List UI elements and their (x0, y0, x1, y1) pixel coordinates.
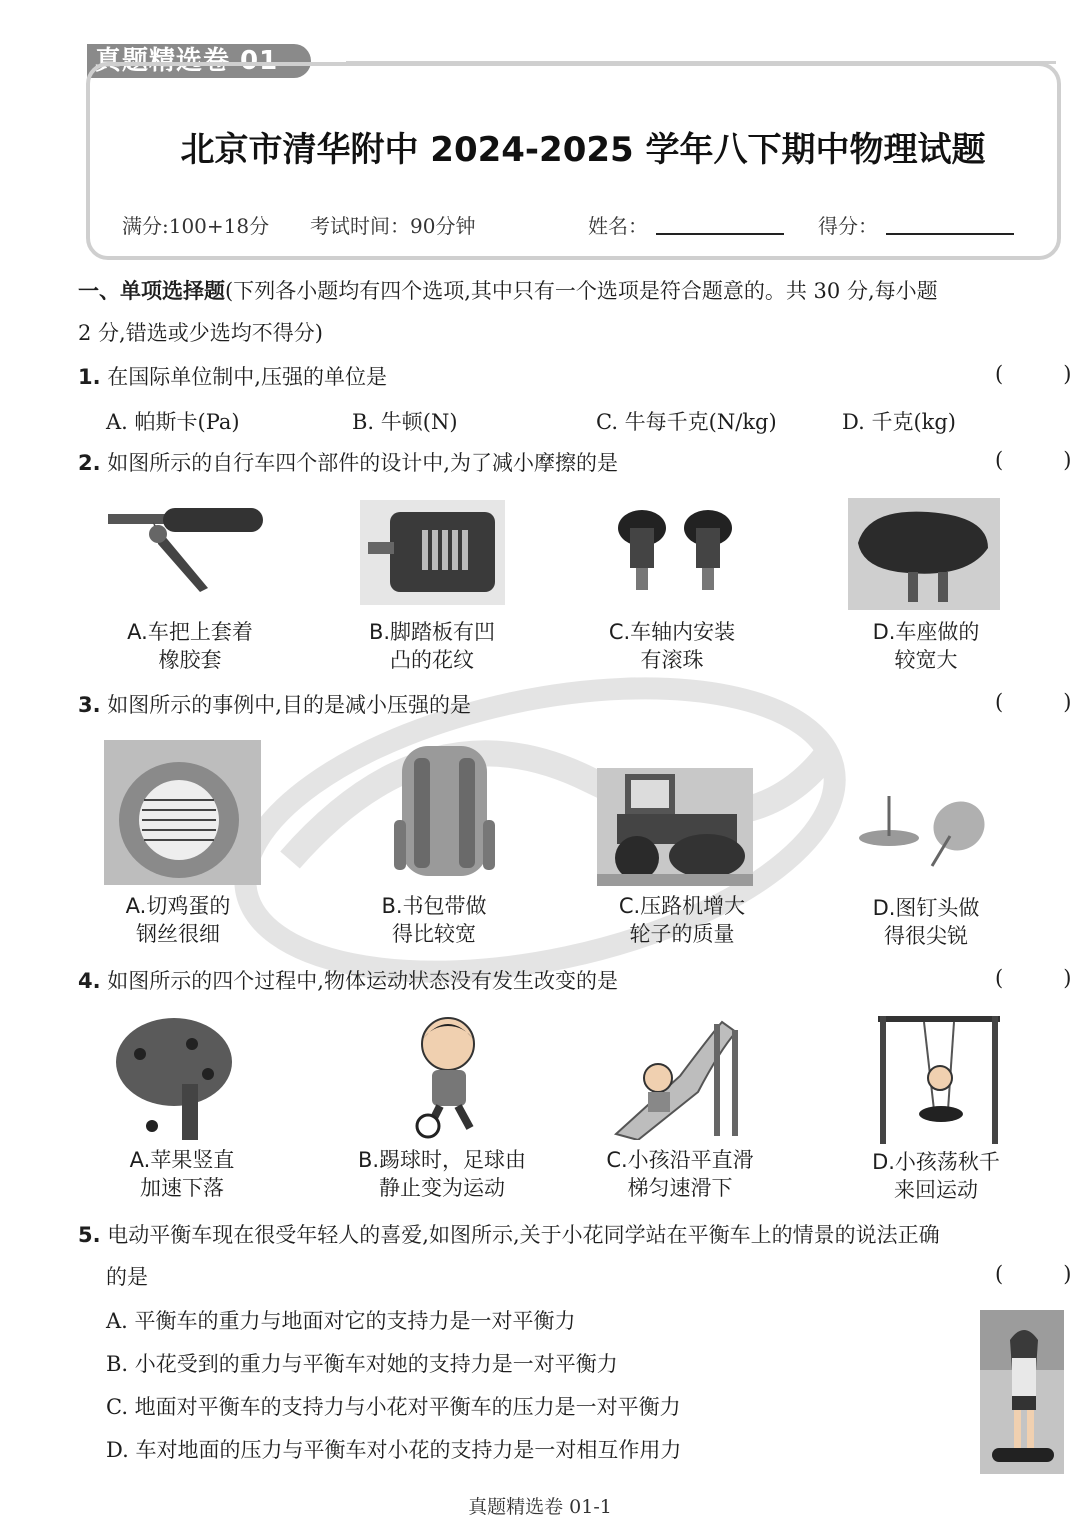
q1-option-b[interactable]: B. 牛顿(N) (352, 410, 458, 434)
pedal-image (360, 500, 505, 605)
q4-caption-b (342, 1146, 542, 1202)
q2-number: 2. (78, 451, 101, 475)
apple-tree-image (112, 1014, 234, 1142)
question-4 (78, 966, 618, 996)
q2-caption-d-2: 较宽大 (894, 648, 958, 672)
q3-caption-a-1: A.切鸡蛋的 (125, 894, 231, 918)
section-desc-2: 2 分,错选或少选均不得分) (78, 321, 323, 345)
q3-caption-c-1: C.压路机增大 (618, 894, 746, 918)
page-title: 北京市清华附中 2024-2025 学年八下期中物理试题 (180, 130, 986, 170)
name-field[interactable] (656, 233, 784, 235)
full-score: 满分:100+18分 (122, 214, 270, 238)
section-title: 一、单项选择题 (78, 279, 225, 303)
q2-caption-c (572, 618, 772, 674)
score-label: 得分： (818, 214, 878, 238)
q2-caption-b-1: B.脚踏板有凹 (368, 620, 496, 644)
egg-slicer-image (104, 740, 261, 885)
thumbtack-image (854, 786, 994, 876)
q4-caption-a-2: 加速下落 (140, 1176, 224, 1200)
question-1 (78, 362, 387, 392)
q4-caption-c-1: C.小孩沿平直滑 (606, 1148, 754, 1172)
question-2 (78, 448, 618, 478)
q3-text: 如图所示的事例中,目的是减小压强的是 (107, 693, 471, 717)
q2-caption-c-1: C.车轴内安装 (608, 620, 736, 644)
q1-option-c[interactable]: C. 牛每千克(N/kg) (596, 410, 777, 434)
section-desc-1: (下列各小题均有四个选项,其中只有一个选项是符合题意的。共 30 分,每小题 (225, 279, 938, 303)
q3-caption-d-1: D.图钉头做 (872, 896, 980, 920)
q4-caption-d-1: D.小孩荡秋千 (872, 1150, 1000, 1174)
q5-option-a[interactable]: A. 平衡车的重力与地面对它的支持力是一对平衡力 (106, 1309, 576, 1333)
balance-scooter-girl-image (980, 1310, 1064, 1474)
slide-child-image (610, 1016, 742, 1140)
name-label: 姓名： (588, 214, 648, 238)
bike-seat-image (848, 498, 1000, 610)
q3-answer-blank[interactable]: ( ) (995, 690, 1072, 714)
q2-caption-a (90, 618, 290, 674)
q2-caption-b-2: 凸的花纹 (390, 648, 474, 672)
q3-caption-d (826, 894, 1026, 950)
q4-caption-d (836, 1148, 1036, 1204)
q3-caption-b-2: 得比较宽 (392, 922, 476, 946)
q3-caption-b-1: B.书包带做 (381, 894, 487, 918)
backpack-image (392, 740, 497, 885)
axle-hub-image (600, 500, 750, 605)
q1-number: 1. (78, 365, 101, 389)
q4-caption-b-2: 静止变为运动 (379, 1176, 505, 1200)
q4-text: 如图所示的四个过程中,物体运动状态没有发生改变的是 (107, 969, 618, 993)
q5-option-c[interactable]: C. 地面对平衡车的支持力与小花对平衡车的压力是一对平衡力 (106, 1395, 681, 1419)
page-footer: 真题精选卷 01-1 (468, 1496, 612, 1518)
q1-option-d[interactable]: D. 千克(kg) (842, 410, 956, 434)
q4-caption-a (82, 1146, 282, 1202)
q2-caption-a-1: A.车把上套着 (127, 620, 253, 644)
q5-answer-blank[interactable]: ( ) (995, 1262, 1072, 1286)
q5-text-1: 电动平衡车现在很受年轻人的喜爱,如图所示,关于小花同学站在平衡车上的情景的说法正确 (107, 1223, 940, 1247)
q3-caption-b (334, 892, 534, 948)
q1-option-a[interactable]: A. 帕斯卡(Pa) (106, 410, 240, 434)
q4-caption-d-2: 来回运动 (894, 1178, 978, 1202)
q5-option-d[interactable]: D. 车对地面的压力与平衡车对小花的支持力是一对相互作用力 (106, 1438, 682, 1462)
q3-caption-d-2: 得很尖锐 (884, 924, 968, 948)
q2-caption-c-2: 有滚珠 (640, 648, 704, 672)
q4-answer-blank[interactable]: ( ) (995, 966, 1072, 990)
section-heading (78, 276, 938, 306)
question-5 (78, 1220, 940, 1250)
q3-caption-a-2: 钢丝很细 (136, 922, 220, 946)
q5-number: 5. (78, 1223, 101, 1247)
q2-caption-d-1: D.车座做的 (872, 620, 980, 644)
q1-answer-blank[interactable]: ( ) (995, 362, 1072, 386)
q3-caption-a (78, 892, 278, 948)
handlebar-grip-image (108, 500, 268, 605)
q4-caption-a-1: A.苹果竖直 (129, 1148, 235, 1172)
q5-option-b[interactable]: B. 小花受到的重力与平衡车对她的支持力是一对平衡力 (106, 1352, 618, 1376)
q2-caption-a-2: 橡胶套 (158, 648, 222, 672)
swing-child-image (874, 1014, 1004, 1144)
kicking-boy-image (404, 1014, 490, 1142)
q2-caption-d (826, 618, 1026, 674)
q1-text: 在国际单位制中,压强的单位是 (107, 365, 387, 389)
q5-text-2: 的是 (106, 1265, 148, 1289)
q3-number: 3. (78, 693, 101, 717)
q4-caption-c-2: 梯匀速滑下 (627, 1176, 733, 1200)
q4-caption-c (580, 1146, 780, 1202)
road-roller-image (597, 768, 753, 886)
question-3 (78, 690, 471, 720)
q3-caption-c (582, 892, 782, 948)
paper-tag: 真题精选卷 01 (87, 44, 311, 78)
q2-text: 如图所示的自行车四个部件的设计中,为了减小摩擦的是 (107, 451, 618, 475)
q3-caption-c-2: 轮子的质量 (629, 922, 735, 946)
q4-number: 4. (78, 969, 101, 993)
exam-time: 考试时间：90分钟 (310, 214, 476, 238)
q2-caption-b (332, 618, 532, 674)
score-field[interactable] (886, 233, 1014, 235)
q4-caption-b-1: B.踢球时，足球由 (357, 1148, 527, 1172)
q2-answer-blank[interactable]: ( ) (995, 448, 1072, 472)
